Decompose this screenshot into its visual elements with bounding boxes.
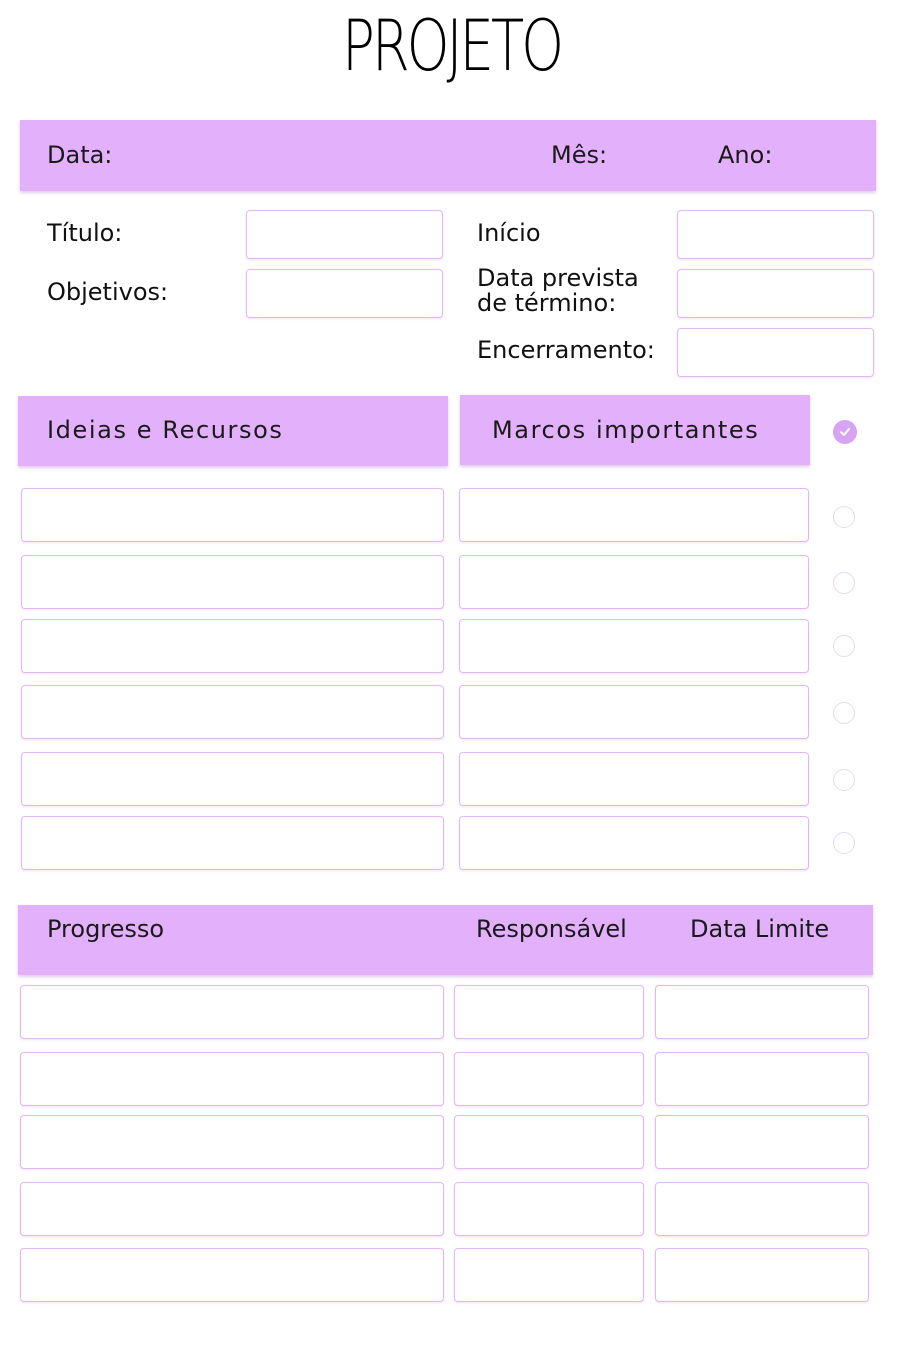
progresso-row-2[interactable]	[20, 1052, 444, 1106]
marcos-row-5[interactable]	[459, 752, 809, 806]
progresso-row-3[interactable]	[20, 1115, 444, 1169]
ideias-row-5[interactable]	[21, 752, 444, 806]
responsavel-row-1[interactable]	[454, 985, 644, 1039]
responsavel-row-5[interactable]	[454, 1248, 644, 1302]
data-limite-row-2[interactable]	[655, 1052, 869, 1106]
progresso-row-1[interactable]	[20, 985, 444, 1039]
progresso-header: Progresso	[47, 915, 165, 943]
data-label: Data:	[47, 141, 113, 169]
data-limite-row-5[interactable]	[655, 1248, 869, 1302]
marcos-row-4[interactable]	[459, 685, 809, 739]
radio-circle-icon[interactable]	[833, 702, 855, 724]
ideias-row-2[interactable]	[21, 555, 444, 609]
data-limite-header: Data Limite	[690, 915, 830, 943]
data-prevista-label-line2: de término:	[477, 289, 617, 317]
data-prevista-label-line1: Data prevista	[477, 264, 639, 292]
progresso-row-4[interactable]	[20, 1182, 444, 1236]
ideias-row-3[interactable]	[21, 619, 444, 673]
check-circle-icon[interactable]	[833, 420, 857, 444]
ideias-header: Ideias e Recursos	[47, 416, 284, 444]
ano-label: Ano:	[718, 141, 773, 169]
responsavel-header: Responsável	[476, 915, 627, 943]
marcos-header: Marcos importantes	[492, 416, 760, 444]
responsavel-row-2[interactable]	[454, 1052, 644, 1106]
radio-circle-icon[interactable]	[833, 635, 855, 657]
data-limite-row-1[interactable]	[655, 985, 869, 1039]
radio-circle-icon[interactable]	[833, 506, 855, 528]
marcos-row-3[interactable]	[459, 619, 809, 673]
data-limite-row-4[interactable]	[655, 1182, 869, 1236]
progresso-row-5[interactable]	[20, 1248, 444, 1302]
encerramento-field[interactable]	[677, 328, 874, 377]
titulo-field[interactable]	[246, 210, 443, 259]
mes-label: Mês:	[551, 141, 608, 169]
marcos-row-2[interactable]	[459, 555, 809, 609]
data-prevista-field[interactable]	[677, 269, 874, 318]
radio-circle-icon[interactable]	[833, 572, 855, 594]
encerramento-label: Encerramento:	[477, 336, 655, 364]
objetivos-label: Objetivos:	[47, 278, 169, 306]
ideias-row-1[interactable]	[21, 488, 444, 542]
inicio-label: Início	[477, 219, 541, 247]
responsavel-row-3[interactable]	[454, 1115, 644, 1169]
titulo-label: Título:	[47, 219, 123, 247]
marcos-row-1[interactable]	[459, 488, 809, 542]
radio-circle-icon[interactable]	[833, 832, 855, 854]
ideias-row-6[interactable]	[21, 816, 444, 870]
data-limite-row-3[interactable]	[655, 1115, 869, 1169]
page-title: PROJETO	[342, 5, 561, 87]
inicio-field[interactable]	[677, 210, 874, 259]
radio-circle-icon[interactable]	[833, 769, 855, 791]
responsavel-row-4[interactable]	[454, 1182, 644, 1236]
marcos-row-6[interactable]	[459, 816, 809, 870]
ideias-row-4[interactable]	[21, 685, 444, 739]
objetivos-field[interactable]	[246, 269, 443, 318]
